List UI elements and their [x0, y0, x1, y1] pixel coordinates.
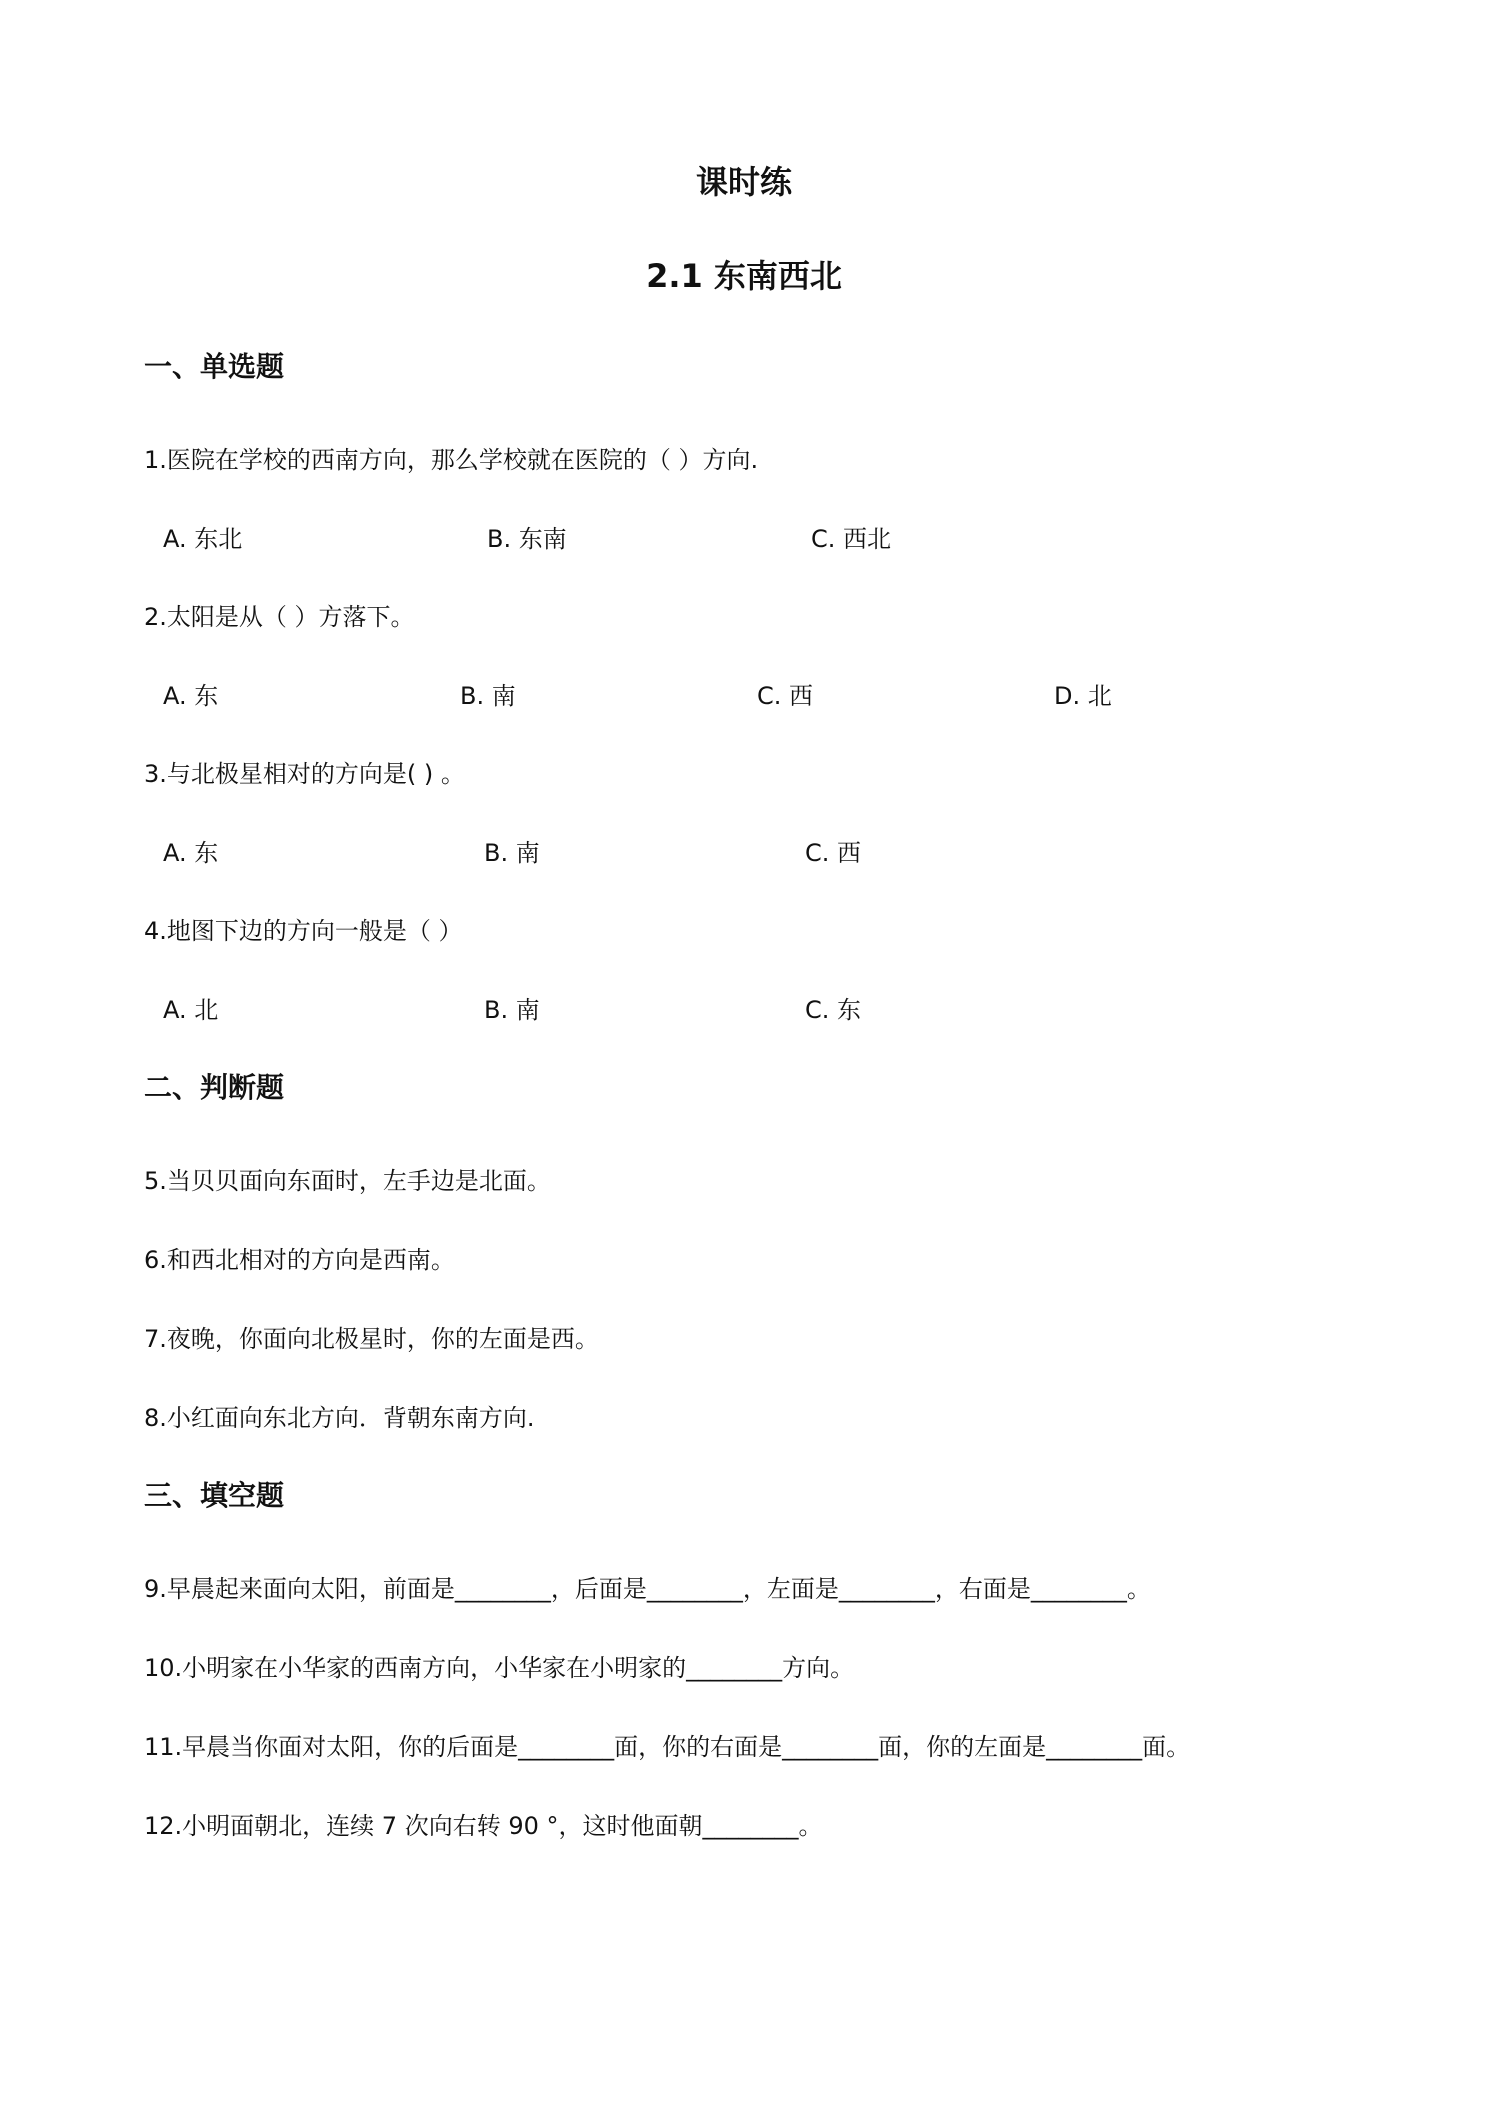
question-2: 2.太阳是从（ ）方落下。: [144, 603, 415, 631]
question-4: 4.地图下边的方向一般是（ ）: [144, 917, 463, 945]
question-9: 9.早晨起来面向太阳，前面是________，后面是________，左面是________，右面是________。: [144, 1575, 1151, 1603]
question-10: 10.小明家在小华家的西南方向，小华家在小明家的________方向。: [144, 1654, 855, 1682]
question-2-option-c: C. 西: [757, 682, 814, 710]
question-6: 6.和西北相对的方向是西南。: [144, 1246, 455, 1274]
question-2-option-d: D. 北: [1054, 682, 1112, 710]
question-1: 1.医院在学校的西南方向，那么学校就在医院的（ ）方向.: [144, 446, 759, 474]
page-title: 课时练: [695, 163, 792, 201]
question-12: 12.小明面朝北，连续 7 次向右转 90 °，这时他面朝________。: [144, 1812, 823, 1840]
question-8: 8.小红面向东北方向．背朝东南方向.: [144, 1404, 535, 1432]
question-2-option-b: B. 南: [460, 682, 516, 710]
question-4-option-a: A. 北: [163, 996, 219, 1024]
question-11: 11.早晨当你面对太阳，你的后面是________面，你的右面是________面，你的左面是________面。: [144, 1733, 1191, 1761]
section-heading-fill-in: 三、填空题: [144, 1479, 285, 1512]
question-3-option-a: A. 东: [163, 839, 219, 867]
question-3-option-c: C. 西: [805, 839, 862, 867]
question-1-option-a: A. 东北: [163, 525, 243, 553]
section-heading-single-choice: 一、单选题: [144, 350, 285, 383]
question-4-option-b: B. 南: [484, 996, 540, 1024]
question-7: 7.夜晚，你面向北极星时，你的左面是西。: [144, 1325, 599, 1353]
question-3: 3.与北极星相对的方向是( ) 。: [144, 760, 465, 788]
question-1-option-c: C. 西北: [811, 525, 892, 553]
question-5: 5.当贝贝面向东面时，左手边是北面。: [144, 1167, 551, 1195]
question-4-option-c: C. 东: [805, 996, 862, 1024]
question-3-option-b: B. 南: [484, 839, 540, 867]
question-2-option-a: A. 东: [163, 682, 219, 710]
page-subtitle: 2.1 东南西北: [646, 257, 842, 295]
section-heading-true-false: 二、判断题: [144, 1071, 285, 1104]
question-1-option-b: B. 东南: [487, 525, 567, 553]
